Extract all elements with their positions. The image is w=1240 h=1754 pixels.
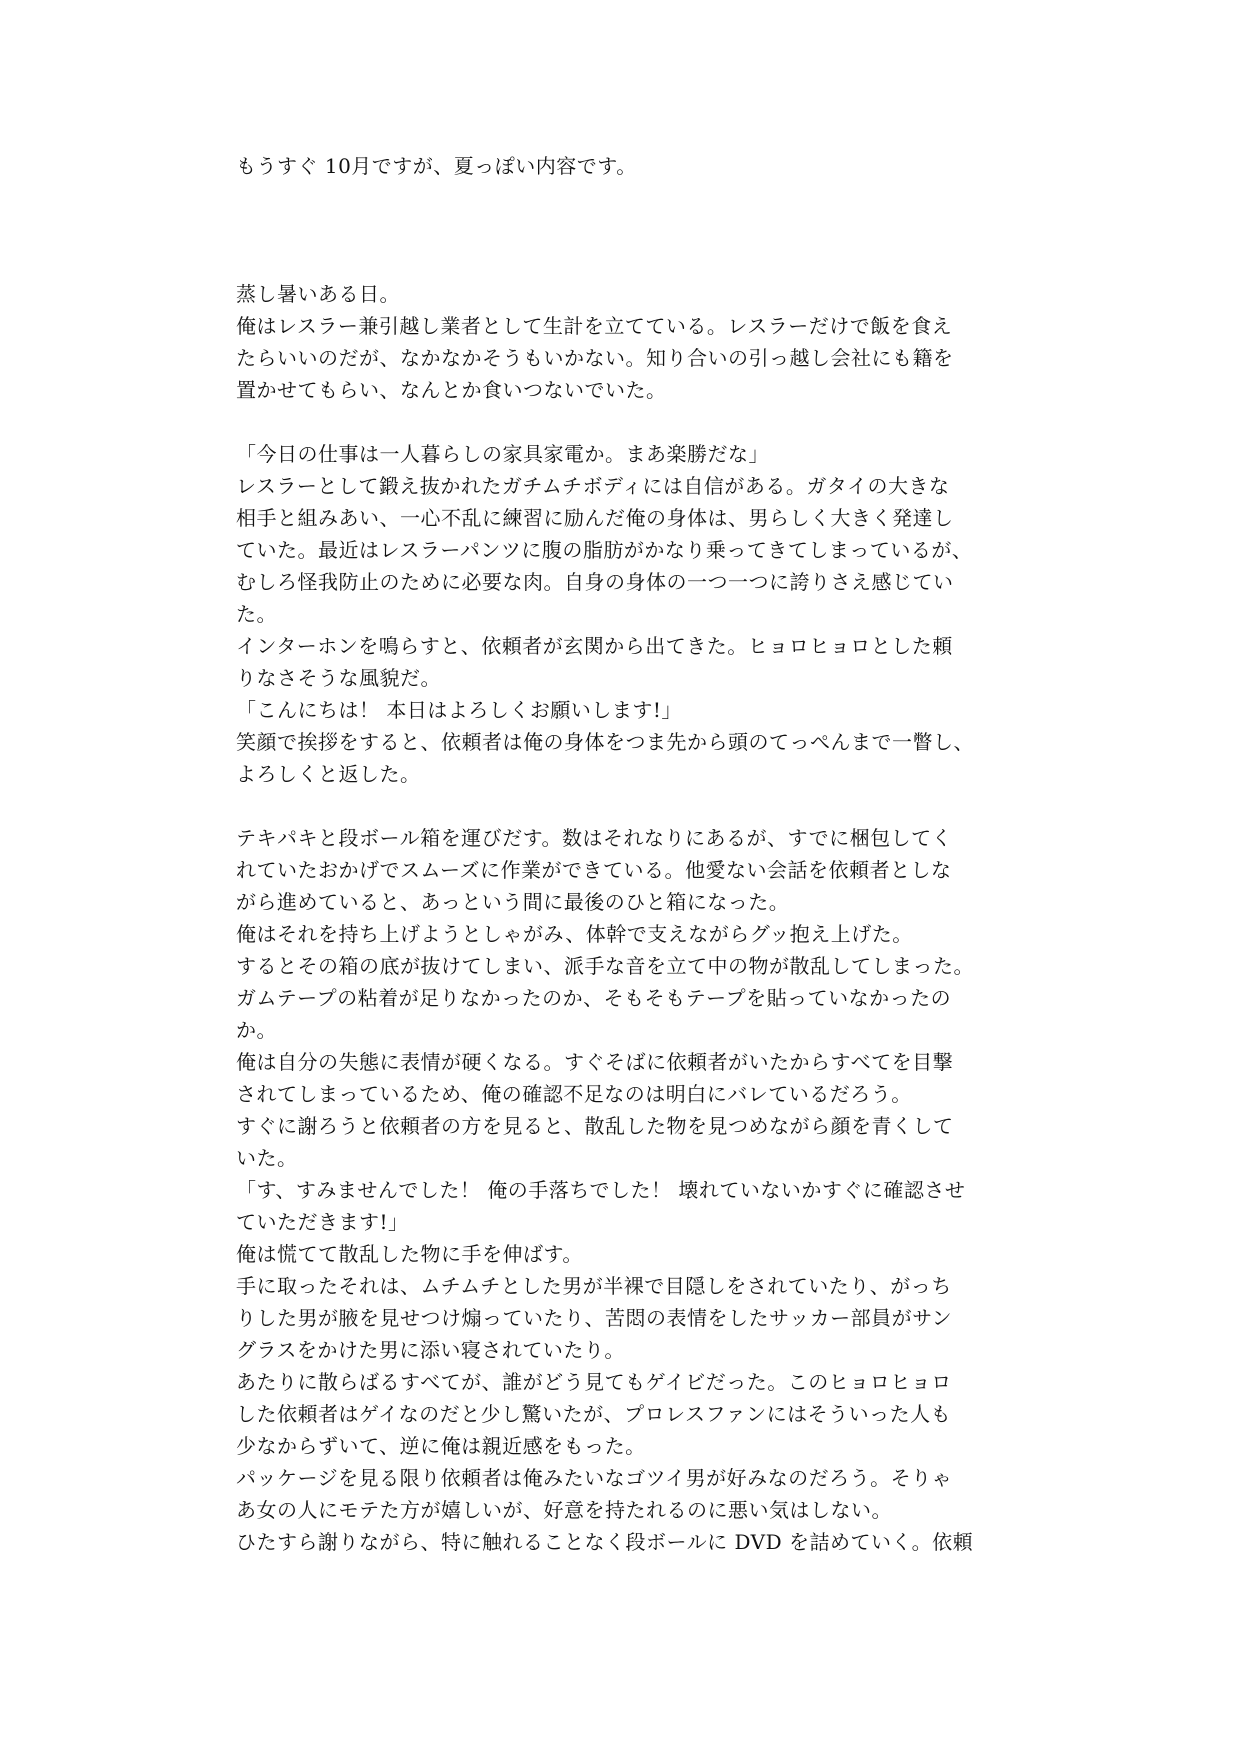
text-line: がら進めていると、あっという間に最後のひと箱になった。 [236,890,790,914]
text-line: 「す、すみませんでした！ 俺の手落ちでした！ 壊れていないかすぐに確認させ [236,1178,966,1202]
text-line: か。 [236,1018,277,1042]
text-line: インターホンを鳴らすと、依頼者が玄関から出てきた。ヒョロヒョロとした頼 [236,634,953,658]
text-line: パッケージを見る限り依頼者は俺みたいなゴツイ男が好みなのだろう。そりゃ [236,1466,953,1490]
text-line: グラスをかけた男に添い寝されていたり。 [236,1338,625,1362]
document-body [236,150,1016,1558]
blank-line [236,214,1016,246]
blank-line [236,246,1016,278]
text-line: 俺は慌てて散乱した物に手を伸ばす。 [236,1242,583,1266]
text-line: 「こんにちは！ 本日はよろしくお願いします!」 [236,698,682,722]
text-line: いた。 [236,1146,298,1170]
text-line: 俺はそれを持ち上げようとしゃがみ、体幹で支えながらグッ抱え上げた。 [236,922,913,946]
text-line: した依頼者はゲイなのだと少し驚いたが、プロレスファンにはそういった人も [236,1402,952,1426]
text-line: よろしくと返した。 [236,762,421,786]
text-line: 「今日の仕事は一人暮らしの家具家電か。まあ楽勝だな」 [236,442,769,466]
text-line: れていたおかげでスムーズに作業ができている。他愛ない会話を依頼者としな [236,858,952,882]
text-line: 俺は自分の失態に表情が硬くなる。すぐそばに依頼者がいたからすべてを目撃 [236,1050,954,1074]
text-line: 相手と組みあい、一心不乱に練習に励んだ俺の身体は、男らしく大きく発達し [236,506,954,530]
text-line: 俺はレスラー兼引越し業者として生計を立てている。レスラーだけで飯を食え [236,314,953,338]
text-line: た。 [236,602,277,626]
text-line: ていた。最近はレスラーパンツに腹の脂肪がかなり乗ってきてしまっているが、 [236,538,973,562]
text-line: ひたすら謝りながら、特に触れることなく段ボールに DVD を詰めていく。依頼 [236,1530,974,1554]
text-line: あたりに散らばるすべてが、誰がどう見てもゲイビだった。このヒョロヒョロ [236,1370,952,1394]
text-line: レスラーとして鍛え抜かれたガチムチボディには自信がある。ガタイの大きな [236,474,950,498]
text-line: ていただきます!」 [236,1210,409,1234]
text-line: すぐに謝ろうと依頼者の方を見ると、散乱した物を見つめながら顔を青くして [236,1114,954,1138]
text-line: 笑顔で挨拶をすると、依頼者は俺の身体をつま先から頭のてっぺんまで一瞥し、 [236,730,974,754]
text-line: たらいいのだが、なかなかそうもいかない。知り合いの引っ越し会社にも籍を [236,346,954,370]
text-line: ガムテープの粘着が足りなかったのか、そもそもテープを貼っていなかったの [236,986,952,1010]
text-line: 手に取ったそれは、ムチムチとした男が半裸で目隠しをされていたり、がっち [236,1274,952,1298]
text-line: あ女の人にモテた方が嬉しいが、好意を持たれるのに悪い気はしない。 [236,1498,892,1522]
text-line: りした男が腋を見せつけ煽っていたり、苦悶の表情をしたサッカー部員がサン [236,1306,953,1330]
text-line: されてしまっているため、俺の確認不足なのは明白にバレているだろう。 [236,1082,912,1106]
text-line: もうすぐ 10月ですが、夏っぽい内容です。 [236,154,637,178]
text-line: むしろ怪我防止のために必要な肉。自身の身体の一つ一つに誇りさえ感じてい [236,570,954,594]
text-line: りなさそうな風貌だ。 [236,666,441,690]
blank-line [236,182,1016,214]
blank-line [236,406,1016,438]
text-line: 置かせてもらい、なんとか食いつないでいた。 [236,378,667,402]
text-line: テキパキと段ボール箱を運びだす。数はそれなりにあるが、すでに梱包してく [236,826,953,850]
text-line: 少なからずいて、逆に俺は親近感をもった。 [236,1434,646,1458]
text-line: 蒸し暑いある日。 [236,282,400,306]
text-line: するとその箱の底が抜けてしまい、派手な音を立て中の物が散乱してしまった。 [236,954,974,978]
blank-line [236,790,1016,822]
